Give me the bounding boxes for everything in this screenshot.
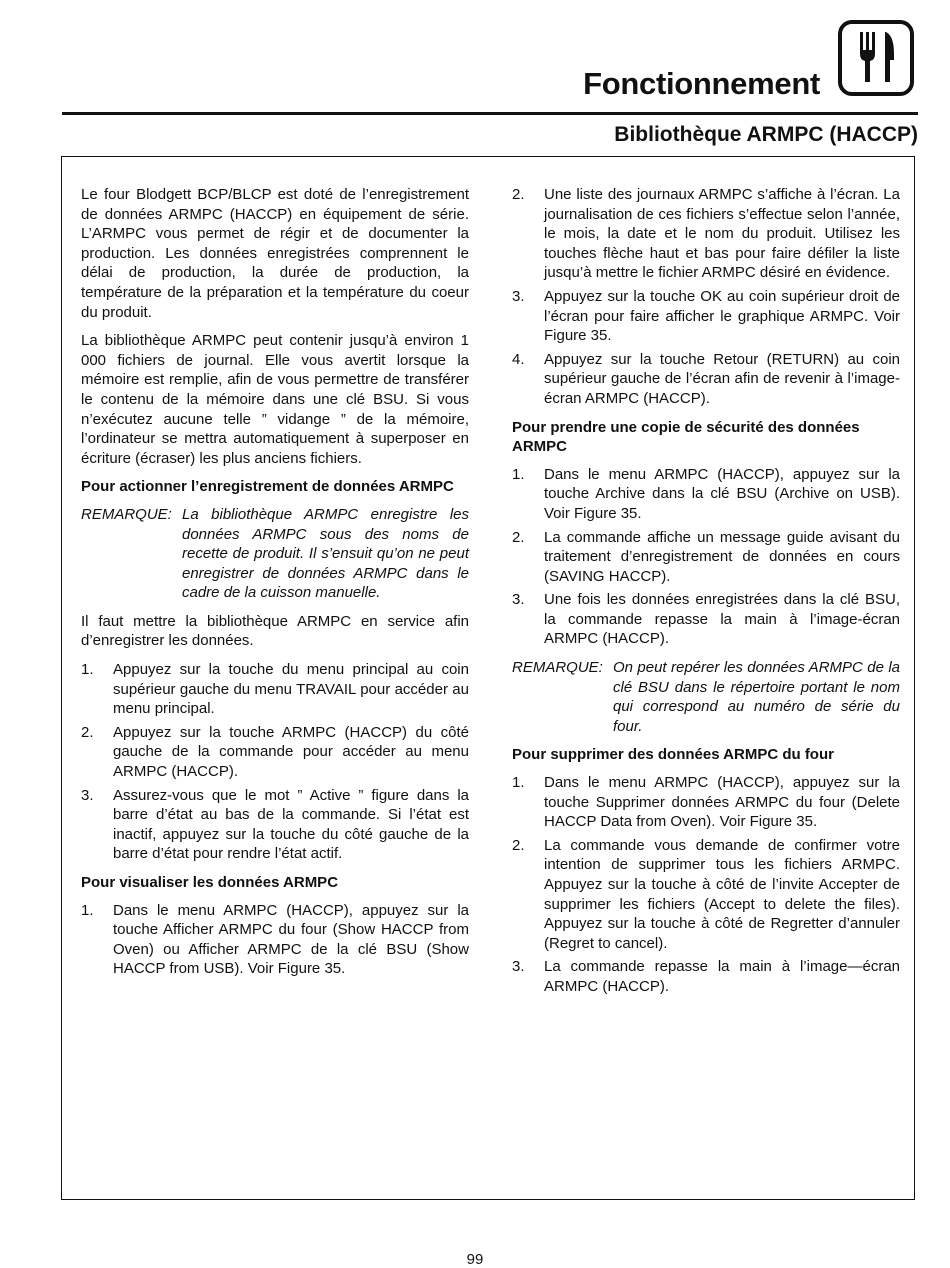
view-heading: Pour visualiser les données ARMPC xyxy=(81,874,339,891)
list-item xyxy=(512,287,900,346)
step-number: 2. xyxy=(512,528,525,546)
left-column xyxy=(81,185,469,988)
list-item xyxy=(512,350,900,409)
list-item xyxy=(512,957,900,996)
note-text: La bibliothèque ARMPC enregistre les données ARMPC sous des noms de recette de produit. Il s’ensuit qu’on ne peut enregistrer de données ARMPC dans le cadre de la cuisson manuelle. xyxy=(182,505,469,602)
note-usb-directory xyxy=(512,658,900,736)
step-number: 3. xyxy=(512,591,525,609)
step-text: Dans le menu ARMPC (HACCP), appuyez sur la touche Archive dans la clé BSU (Archive on USB). Voir Figure 35. xyxy=(544,465,900,522)
service-paragraph: Il faut mettre la bibliothèque ARMPC en service afin d’enregistrer les données. xyxy=(81,612,469,650)
record-heading: Pour actionner l’enregistrement de données ARMPC xyxy=(81,478,454,496)
section-title: Fonctionnement xyxy=(583,66,820,101)
note-recipe xyxy=(81,505,469,603)
step-number: 3. xyxy=(81,786,94,804)
list-item xyxy=(81,723,469,782)
note-text: On peut repérer les données ARMPC de la clé BSU dans le répertoire portant le nom qui correspond au numéro de série du four. xyxy=(613,659,900,735)
header-rule xyxy=(62,112,918,115)
right-column xyxy=(512,185,900,1006)
step-text: Appuyez sur la touche du menu principal au coin supérieur gauche du menu TRAVAIL pour accéder au menu principal. xyxy=(113,661,469,718)
list-item xyxy=(512,185,900,283)
list-item xyxy=(81,901,469,979)
step-text: La commande vous demande de confirmer votre intention de supprimer tous les fichiers ARMPC. Appuyez sur la touche à côté de l’invite Accepter de supprimer les fichiers (Accept to delete the files). Appuyez sur la touche à côté de Regretter d’annuler (Regret to cancel). xyxy=(544,836,900,952)
record-steps xyxy=(81,660,469,864)
step-number: 1. xyxy=(512,774,525,792)
step-number: 1. xyxy=(512,465,525,483)
step-number: 4. xyxy=(512,350,525,368)
step-number: 3. xyxy=(512,958,525,976)
step-number: 2. xyxy=(512,186,525,203)
list-item xyxy=(512,773,900,832)
view-steps xyxy=(81,901,469,979)
backup-steps xyxy=(512,465,900,649)
delete-steps xyxy=(512,773,900,997)
page-subtitle: Bibliothèque ARMPC (HACCP) xyxy=(614,123,918,146)
step-text: Dans le menu ARMPC (HACCP), appuyez sur la touche Supprimer données ARMPC du four (Delete HACCP Data from Oven). Voir Figure 35. xyxy=(544,774,900,831)
capacity-paragraph: La bibliothèque ARMPC peut contenir jusqu’à environ 1 000 fichiers de journal. Elle vous avertit lorsque la mémoire est remplie, afin de vous permettre de transférer le contenu de la mémoire dans une clé BSU. Si vous n’exécutez aucune telle ” vidange ” de la mémoire, l’ordinateur se mettra automatiquement à superposer en écriture (écraser) les plus anciens fichiers. xyxy=(81,332,469,467)
list-item xyxy=(512,836,900,954)
step-text: La commande repasse la main à l’image—écran ARMPC (HACCP). xyxy=(544,958,900,995)
fork-knife-icon xyxy=(838,20,914,96)
step-text: Assurez-vous que le mot ” Active ” figure dans la barre d’état au bas de la commande. Si l’état est inactif, appuyez sur la touche du côté gauche de la barre d’état pour rendre l’état actif. xyxy=(113,786,469,863)
step-number: 3. xyxy=(512,287,525,305)
step-text: Appuyez sur la touche Retour (RETURN) au coin supérieur gauche de l’écran afin de revenir à l’image-écran ARMPC (HACCP). xyxy=(544,350,900,407)
step-number: 2. xyxy=(81,723,94,741)
backup-heading: Pour prendre une copie de sécurité des données ARMPC xyxy=(512,418,860,456)
step-number: 2. xyxy=(512,836,525,854)
step-text: Appuyez sur la touche OK au coin supérieur droit de l’écran pour faire afficher le graphique ARMPC. Voir Figure 35. xyxy=(544,287,900,345)
step-text: La commande affiche un message guide avisant du traitement d’enregistrement de données en cours (SAVING HACCP). xyxy=(544,528,900,585)
list-item xyxy=(512,528,900,587)
step-text: Dans le menu ARMPC (HACCP), appuyez sur la touche Afficher ARMPC du four (Show HACCP from Oven) ou Afficher ARMPC de la clé BSU (Show HACCP from USB). Voir Figure 35. xyxy=(113,901,469,978)
page-number: 99 xyxy=(466,1251,484,1268)
step-text: Appuyez sur la touche ARMPC (HACCP) du côté gauche de la commande pour accéder au menu ARMPC (HACCP). xyxy=(113,723,469,781)
step-number: 1. xyxy=(81,661,94,679)
step-number: 1. xyxy=(81,901,94,919)
list-item xyxy=(81,660,469,719)
step-text: Une fois les données enregistrées dans la clé BSU, la commande repasse la main à l’image-écran ARMPC (HACCP). xyxy=(544,591,900,648)
step-text: Une liste des journaux ARMPC s’affiche à l’écran. La journalisation de ces fichiers s’effectue selon l’année, le mois, la date et le nom du produit. Utilisez les touches flèche haut et bas pour faire défiler la liste jusqu’à mettre le fichier ARMPC désiré en évidence. xyxy=(544,186,900,282)
view-steps-continued xyxy=(512,185,900,409)
list-item xyxy=(512,590,900,649)
note-label: REMARQUE: xyxy=(81,505,172,523)
intro-paragraph: Le four Blodgett BCP/BLCP est doté de l’enregistrement de données ARMPC (HACCP) en équipement de série. L’ARMPC vous permet de régir et de documenter la production. Les données enregistrées comprennent le délai de production, la durée de production, la température de la préparation et la température du coeur du produit. xyxy=(81,186,469,321)
delete-heading: Pour supprimer des données ARMPC du four xyxy=(512,746,834,764)
note-label: REMARQUE: xyxy=(512,659,603,677)
list-item xyxy=(512,465,900,524)
list-item xyxy=(81,786,469,864)
